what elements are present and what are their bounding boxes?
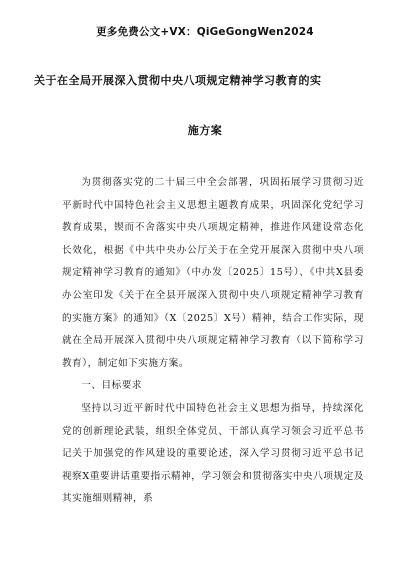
goals-paragraph: 坚持以习近平新时代中国特色社会主义思想为指导，持续深化党的创新理论武装，组织全体党员、干部认真学习领会习近平总书记关于加强党的作风建设的重要论述，深入学习贯彻习近平总书记视察X重要讲话重要指示精神，学习领会和贯彻落实中央八项规定及其实施细则精神，系 — [62, 402, 364, 505]
intro-paragraph: 为贯彻落实党的二十届三中全会部署，巩固拓展学习贯彻习近平新时代中国特色社会主义思想主题教育成果，巩固深化党纪学习教育成果，锲而不舍落实中央八项规定精神，推进作风建设常态化长效化，根据《中共中央办公厅关于在全党开展深入贯彻中央八项规定精神学习教育的通知》（中办发〔2025〕15号）、《中共X县委办公室印发《关于在全县开展深入贯彻中央八项规定精神学习教育的实施方案》的通知》（X〔2025〕X号）精神，结合工作实际，现就在全局开展深入贯彻中央八项规定精神学习教育（以下简称学习教育），制定如下实施方案。 — [62, 177, 364, 369]
promo-header: 更多免费公文+VX：QiGeGongWen2024 — [96, 26, 314, 38]
document-body — [62, 172, 364, 511]
document-title-line-2: 施方案 — [187, 124, 223, 137]
document-title-line-1: 关于在全局开展深入贯彻中央八项规定精神学习教育的实 — [34, 74, 322, 87]
section-heading-goals: 一、目标要求 — [81, 380, 143, 392]
